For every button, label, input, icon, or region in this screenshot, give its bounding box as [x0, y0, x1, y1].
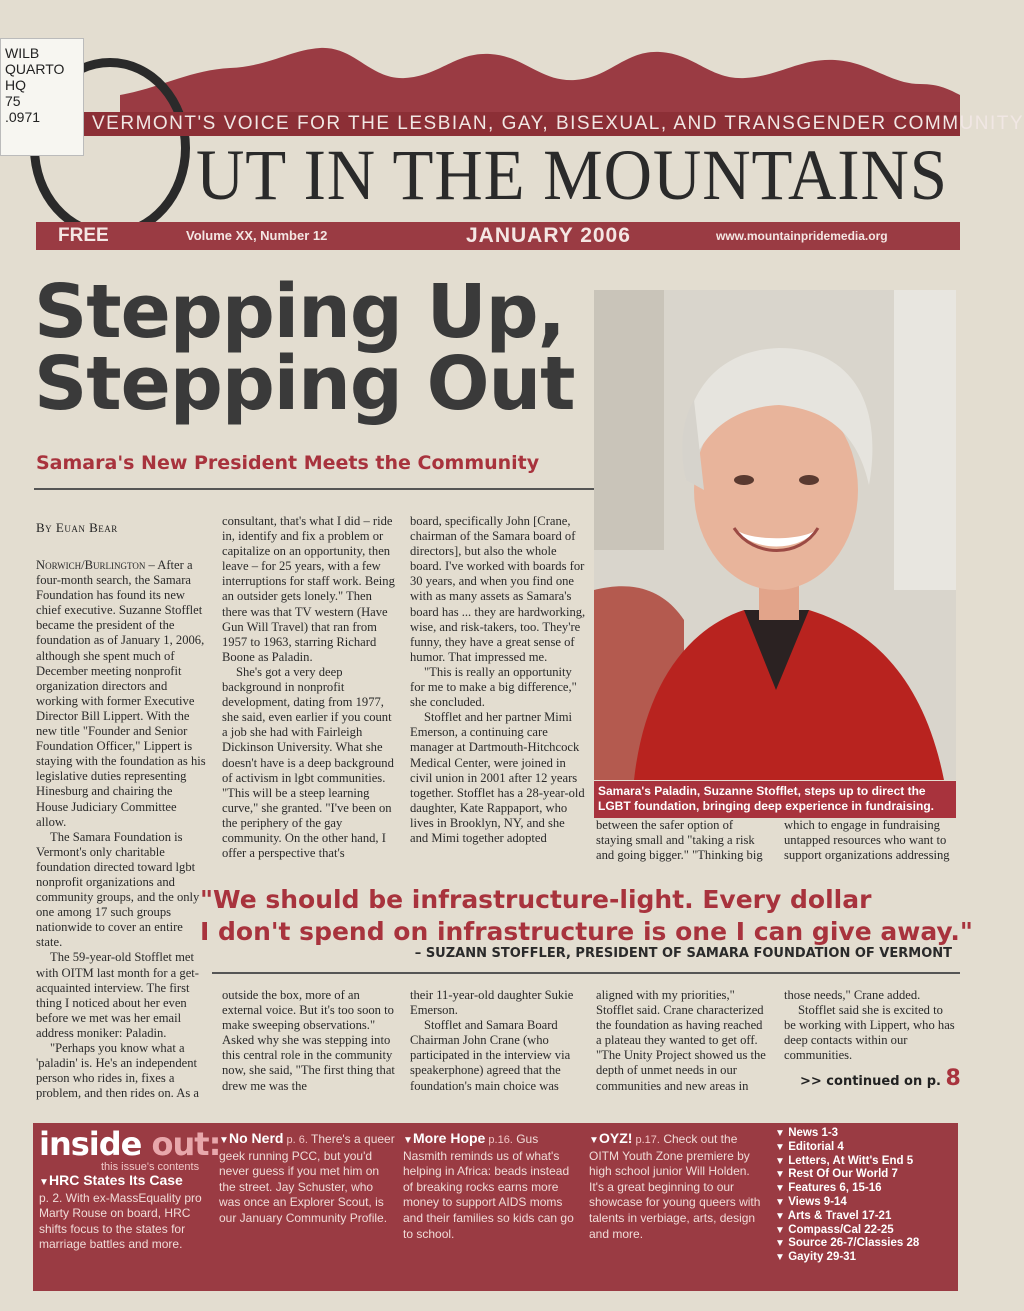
section-index: [775, 1127, 919, 1265]
section-index-item[interactable]: ▼ Views 9-14: [775, 1195, 847, 1208]
pull-quote-line: "We should be infrastructure-light. Every dollar: [200, 885, 872, 914]
article-paragraph: which to engage in fundraising untapped resources who want to support organizations addressing: [784, 818, 950, 863]
article-paragraph: Stofflet and her partner Mimi Emerson, a continuing care manager at Dartmouth-Hitchcock Medical Center, were joined in civil union in 2001 after 12 years together. Stofflet has a 28-year-old daughter, Kate Rappaport, who lives in Brooklyn, NY, and she and Mimi together adopted: [410, 710, 585, 845]
section-index-item[interactable]: ▼ Rest Of Our World 7: [775, 1168, 898, 1181]
triangle-down-icon: ▼: [775, 1210, 785, 1222]
divider: [34, 488, 594, 490]
contents-item[interactable]: ▼More Hope p.16. Gus Nasmith reminds us of what's helping in Africa: beads instead of breaking rocks earns more money to support AIDS moms and their families so kids can go to school.: [403, 1130, 574, 1241]
masthead-title: UT IN THE MOUNTAINS: [196, 135, 948, 215]
article-paragraph: aligned with my priorities," Stofflet said. Crane characterized the foundation as having reached a plateau they wanted to get off. "The Unity Project showed us the depth of unmet needs in our communities and new areas in: [596, 988, 766, 1093]
triangle-down-icon: ▼: [775, 1224, 785, 1236]
article-paragraph: She's got a very deep background in nonprofit development, dating from 1977, she said, even earlier if you count a job she had with Fairleigh Dickinson University. What she doesn't have is a deep background of activism in lgbt communities. "This will be a steep learning curve," she granted. "I've been on the periphery of the gay community. On the other hand, I offer a perspective that's: [222, 664, 394, 861]
triangle-down-icon: ▼: [775, 1196, 785, 1208]
inside-out-subtitle: this issue's contents: [101, 1161, 200, 1173]
article-column-3: [410, 514, 586, 846]
sticker-line: .0971: [5, 109, 41, 125]
sticker-line: 75: [5, 93, 21, 109]
triangle-down-icon: ▼: [589, 1135, 599, 1146]
article-column-2-bottom: [222, 988, 398, 1094]
sticker-line: WILB: [5, 45, 40, 61]
library-call-number-sticker: [0, 38, 84, 156]
article-column-4-top: [596, 818, 770, 863]
story-subhead: Samara's New President Meets the Community: [36, 452, 540, 474]
continued-label: >> continued on p.: [800, 1074, 941, 1089]
byline: By Euan Bear: [36, 520, 118, 535]
article-paragraph: those needs," Crane added.: [784, 988, 921, 1002]
triangle-down-icon: ▼: [775, 1183, 785, 1195]
issue-date: JANUARY 2006: [466, 224, 631, 247]
section-index-item[interactable]: ▼ Arts & Travel 17-21: [775, 1209, 892, 1222]
article-column-3-bottom: [410, 988, 586, 1094]
pull-quote: [200, 884, 973, 948]
website-link[interactable]: www.mountainpridemedia.org: [716, 229, 888, 243]
triangle-down-icon: ▼: [219, 1135, 229, 1146]
article-column-1: [36, 558, 206, 1101]
photo-caption: Samara's Paladin, Suzanne Stofflet, steps up to direct the LGBT foundation, bringing deep experience in fundraising.: [594, 781, 956, 818]
divider: [212, 972, 960, 974]
quote-attribution: – SUZANN STOFFLER, PRESIDENT OF SAMARA FOUNDATION OF VERMONT: [414, 946, 952, 961]
issue-info-bar: [36, 222, 960, 250]
triangle-down-icon: ▼: [775, 1252, 785, 1264]
free-label: FREE: [58, 225, 109, 246]
headline-line: Stepping Up,: [34, 269, 565, 355]
article-paragraph: their 11-year-old daughter Sukie Emerson.: [410, 988, 574, 1018]
triangle-down-icon: ▼: [39, 1177, 49, 1188]
story-headline: [34, 269, 594, 427]
article-column-2: [222, 514, 398, 861]
inside-out-title: inside out:: [39, 1125, 221, 1163]
article-paragraph: board, specifically John [Crane, chairman of the Samara board of directors], but also the whole board. I've worked with boards for 30 years, and when you find one with as many assets as Samara's board has ... they are hardworking, wise, and risk-takers, too. They're funny, they have a great sense of humor. That impressed me.: [410, 514, 586, 664]
sticker-line: HQ: [5, 77, 26, 93]
article-column-5-top: [784, 818, 956, 863]
contents-item[interactable]: ▼HRC States Its Case p. 2. With ex-MassEquality pro Marty Rouse on board, HRC shifts focus to the states for marriage battles and more.: [39, 1172, 202, 1252]
volume-number: Volume XX, Number 12: [186, 228, 328, 243]
article-paragraph: outside the box, more of an external voice. But it's too soon to make sweeping observations." Asked why she was stepping into this central role in the community now, she said, "The first thing that drew me was the: [222, 988, 395, 1093]
masthead-tagline: VERMONT'S VOICE FOR THE LESBIAN, GAY, BISEXUAL, AND TRANSGENDER COMMUNITY: [92, 113, 1024, 134]
section-index-item[interactable]: ▼ Gayity 29-31: [775, 1251, 856, 1264]
article-paragraph: The Samara Foundation is Vermont's only charitable foundation directed toward lgbt nonprofit organizations and community groups, and the only one among 17 such groups nationwide to cover an entire state.: [36, 829, 200, 950]
section-index-item[interactable]: ▼ Editorial 4: [775, 1140, 844, 1153]
article-paragraph: "Perhaps you know what a 'paladin' is. He's an independent person who rides in, fixes a problem, and then rides on. As a: [36, 1041, 199, 1101]
portrait-illustration-icon: [594, 290, 956, 780]
section-index-item[interactable]: ▼ Features 6, 15-16: [775, 1182, 882, 1195]
triangle-down-icon: ▼: [775, 1141, 785, 1153]
triangle-down-icon: ▼: [775, 1155, 785, 1167]
dateline: Norwich/Burlington: [36, 558, 146, 572]
continued-link[interactable]: [800, 1066, 960, 1091]
article-paragraph: Stofflet and Samara Board Chairman John Crane (who participated in the interview via speakerphone) agreed that the foundation's main choice was: [410, 1018, 571, 1093]
triangle-down-icon: ▼: [403, 1135, 413, 1146]
section-index-item[interactable]: ▼ Compass/Cal 22-25: [775, 1223, 894, 1236]
contents-item[interactable]: ▼No Nerd p. 6. There's a queer geek running PCC, but you'd never guess if you met him on the street. Jay Schuster, who was once an Explorer Scout, is our January Community Profile.: [219, 1130, 395, 1225]
section-index-item[interactable]: ▼ News 1-3: [775, 1127, 839, 1139]
pull-quote-line: I don't spend on infrastructure is one I can give away.": [200, 917, 973, 946]
inside-out-contents-box: [33, 1123, 958, 1291]
portrait-photo: [594, 290, 956, 780]
article-paragraph: Stofflet said she is excited to be working with Lippert, who has deep contacts within our communities.: [784, 1003, 955, 1063]
article-paragraph: "This is really an opportunity for me to make a big difference," she concluded.: [410, 664, 577, 710]
article-paragraph: between the safer option of staying small and "taking a risk and going bigger." "Thinking big: [596, 818, 763, 863]
article-paragraph: consultant, that's what I did – ride in, identify and fix a problem or capitalize on an opportunity, then leave – for 25 years, with a few interruptions for staff work. Being an outsider gets lonely." Then there was that TV western (Have Gun Will Travel) that ran from 1957 to 1963, starring Richard Boone as Paladin.: [222, 514, 395, 664]
section-index-item[interactable]: ▼ Source 26-7/Classies 28: [775, 1237, 920, 1250]
article-paragraph: The 59-year-old Stofflet met with OITM last month for a get-acquainted interview. The first thing I noticed about her even before we met was her email address moniker: Paladin.: [36, 950, 199, 1040]
continued-page-number: 8: [945, 1066, 961, 1091]
headline-line: Stepping Out: [34, 341, 575, 427]
triangle-down-icon: ▼: [775, 1169, 785, 1181]
sticker-line: QUARTO: [5, 61, 65, 77]
triangle-down-icon: ▼: [775, 1238, 785, 1250]
article-column-4-bottom: [596, 988, 770, 1094]
article-column-5-bottom: [784, 988, 956, 1063]
contents-item[interactable]: ▼OYZ! p.17. Check out the OITM Youth Zone premiere by high school junior Will Holden. It's a great beginning to our showcase for young queers with talents in verbiage, arts, design and more.: [589, 1130, 761, 1241]
section-index-item[interactable]: ▼ Letters, At Witt's End 5: [775, 1154, 914, 1167]
article-paragraph: Norwich/Burlington – After a four-month search, the Samara Foundation has found its new chief executive. Suzanne Stofflet became the president of the foundation as of January 1, 2006, although she spent much of December meeting nonprofit organization directors and working with former Executive Director Bill Lippert. With the new title "Founder and Senior Foundation Officer," Lippert is staying with the foundation as his legislative duties representing Hinesburg and chairing the House Judiciary Committee allow.: [36, 558, 206, 829]
triangle-down-icon: ▼: [775, 1128, 785, 1139]
